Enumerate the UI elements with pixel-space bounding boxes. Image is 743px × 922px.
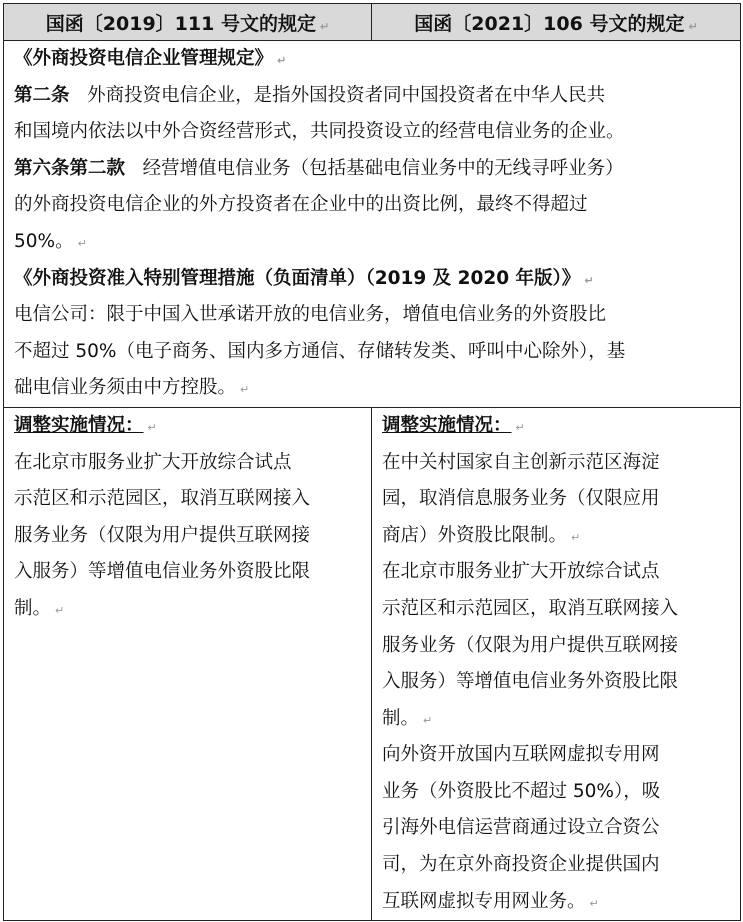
paragraph-mark: ↵ bbox=[584, 273, 594, 287]
common-cell bbox=[4, 41, 741, 408]
paragraph-mark: ↵ bbox=[515, 420, 525, 434]
telecom-text: 不超过 50%（电子商务、国内多方通信、存储转发类、呼叫中心除外），基 bbox=[14, 340, 626, 362]
right-line: 入服务）等增值电信业务外资股比限 bbox=[382, 671, 679, 693]
left-line: 在北京市服务业扩大开放综合试点 bbox=[14, 451, 292, 473]
right-line-end bbox=[382, 884, 740, 921]
article2-label: 第二条 bbox=[14, 84, 70, 106]
common-row bbox=[4, 41, 741, 408]
article2-text: 外商投资电信企业，是指外国投资者同中国投资者在中华人民共 bbox=[87, 84, 606, 106]
article6-text: 50%。 bbox=[14, 230, 74, 252]
article6-label: 第六条第二款 bbox=[14, 157, 126, 179]
left-line-end bbox=[14, 591, 371, 628]
right-line: 在中关村国家自主创新示范区海淀 bbox=[382, 451, 660, 473]
paragraph-mark: ↵ bbox=[571, 530, 581, 544]
telecom-line bbox=[14, 370, 740, 407]
telecom-line bbox=[14, 297, 740, 334]
paragraph-mark: ↵ bbox=[688, 19, 698, 33]
header-col2-text: 国函〔2021〕106 号文的规定 bbox=[414, 12, 685, 35]
header-col2 bbox=[372, 4, 741, 41]
paragraph-mark: ↵ bbox=[589, 896, 599, 910]
telecom-line bbox=[14, 334, 740, 371]
left-line: 示范区和示范园区，取消互联网接入 bbox=[14, 488, 311, 510]
right-line: 服务业务（仅限为用户提供互联网接 bbox=[382, 634, 679, 656]
header-col1 bbox=[4, 4, 372, 41]
right-line: 向外资开放国内互联网虚拟专用网 bbox=[382, 744, 660, 766]
adjustment-row bbox=[4, 407, 741, 920]
left-heading-line bbox=[14, 408, 371, 445]
right-heading: 调整实施情况： bbox=[382, 414, 512, 436]
paragraph-mark: ↵ bbox=[55, 603, 65, 617]
negative-list-title bbox=[14, 261, 740, 298]
paragraph-mark: ↵ bbox=[277, 54, 287, 67]
article6-line bbox=[14, 224, 740, 261]
right-line: 园，取消信息服务业务（仅限应用 bbox=[382, 488, 660, 510]
right-heading-line bbox=[382, 408, 740, 445]
article6-text: 经营增值电信业务（包括基础电信业务中的无线寻呼业务） bbox=[142, 157, 624, 179]
article2-line bbox=[14, 78, 740, 115]
right-line-end bbox=[382, 701, 740, 738]
right-text: 互联网虚拟专用网业务。 bbox=[382, 890, 586, 912]
paragraph-mark: ↵ bbox=[77, 236, 87, 250]
right-line: 在北京市服务业扩大开放综合试点 bbox=[382, 561, 660, 583]
left-heading: 调整实施情况： bbox=[14, 414, 144, 436]
right-line: 司，为在京外商投资企业提供国内 bbox=[382, 854, 660, 876]
regulation-title bbox=[14, 41, 740, 78]
header-row bbox=[4, 4, 741, 41]
left-line: 服务业务（仅限为用户提供互联网接 bbox=[14, 524, 311, 546]
paragraph-mark: ↵ bbox=[423, 713, 433, 727]
right-text: 商店）外资股比限制。 bbox=[382, 524, 568, 546]
right-line: 示范区和示范园区，取消互联网接入 bbox=[382, 597, 679, 619]
right-line: 业务（外资股比不超过 50%），吸 bbox=[382, 780, 661, 802]
article2-line bbox=[14, 114, 740, 151]
left-line: 入服务）等增值电信业务外资股比限 bbox=[14, 561, 311, 583]
title1-text: 《外商投资电信企业管理规定》 bbox=[14, 48, 274, 69]
regulation-comparison-table bbox=[3, 3, 741, 921]
right-line: 引海外电信运营商通过设立合资公 bbox=[382, 817, 660, 839]
right-adjustment-cell bbox=[372, 407, 741, 920]
title2-text: 《外商投资准入特别管理措施（负面清单）（2019 及 2020 年版）》 bbox=[14, 267, 581, 289]
right-text: 制。 bbox=[382, 707, 420, 729]
paragraph-mark: ↵ bbox=[319, 19, 330, 33]
header-col1-text: 国函〔2019〕111 号文的规定 bbox=[45, 12, 316, 35]
left-adjustment-cell bbox=[4, 407, 372, 920]
article6-line bbox=[14, 151, 740, 188]
telecom-text: 础电信业务须由中方控股。 bbox=[14, 377, 237, 399]
paragraph-mark: ↵ bbox=[240, 383, 250, 397]
right-line-end bbox=[382, 518, 740, 555]
article2-text: 和国境内依法以中外合资经营形式，共同投资设立的经营电信业务的企业。 bbox=[14, 121, 625, 143]
left-text: 制。 bbox=[14, 597, 52, 619]
article6-line bbox=[14, 187, 740, 224]
paragraph-mark: ↵ bbox=[147, 420, 157, 434]
telecom-text: 电信公司：限于中国入世承诺开放的电信业务，增值电信业务的外资股比 bbox=[14, 304, 607, 326]
article6-text: 的外商投资电信企业的外方投资者在企业中的出资比例，最终不得超过 bbox=[14, 194, 588, 216]
